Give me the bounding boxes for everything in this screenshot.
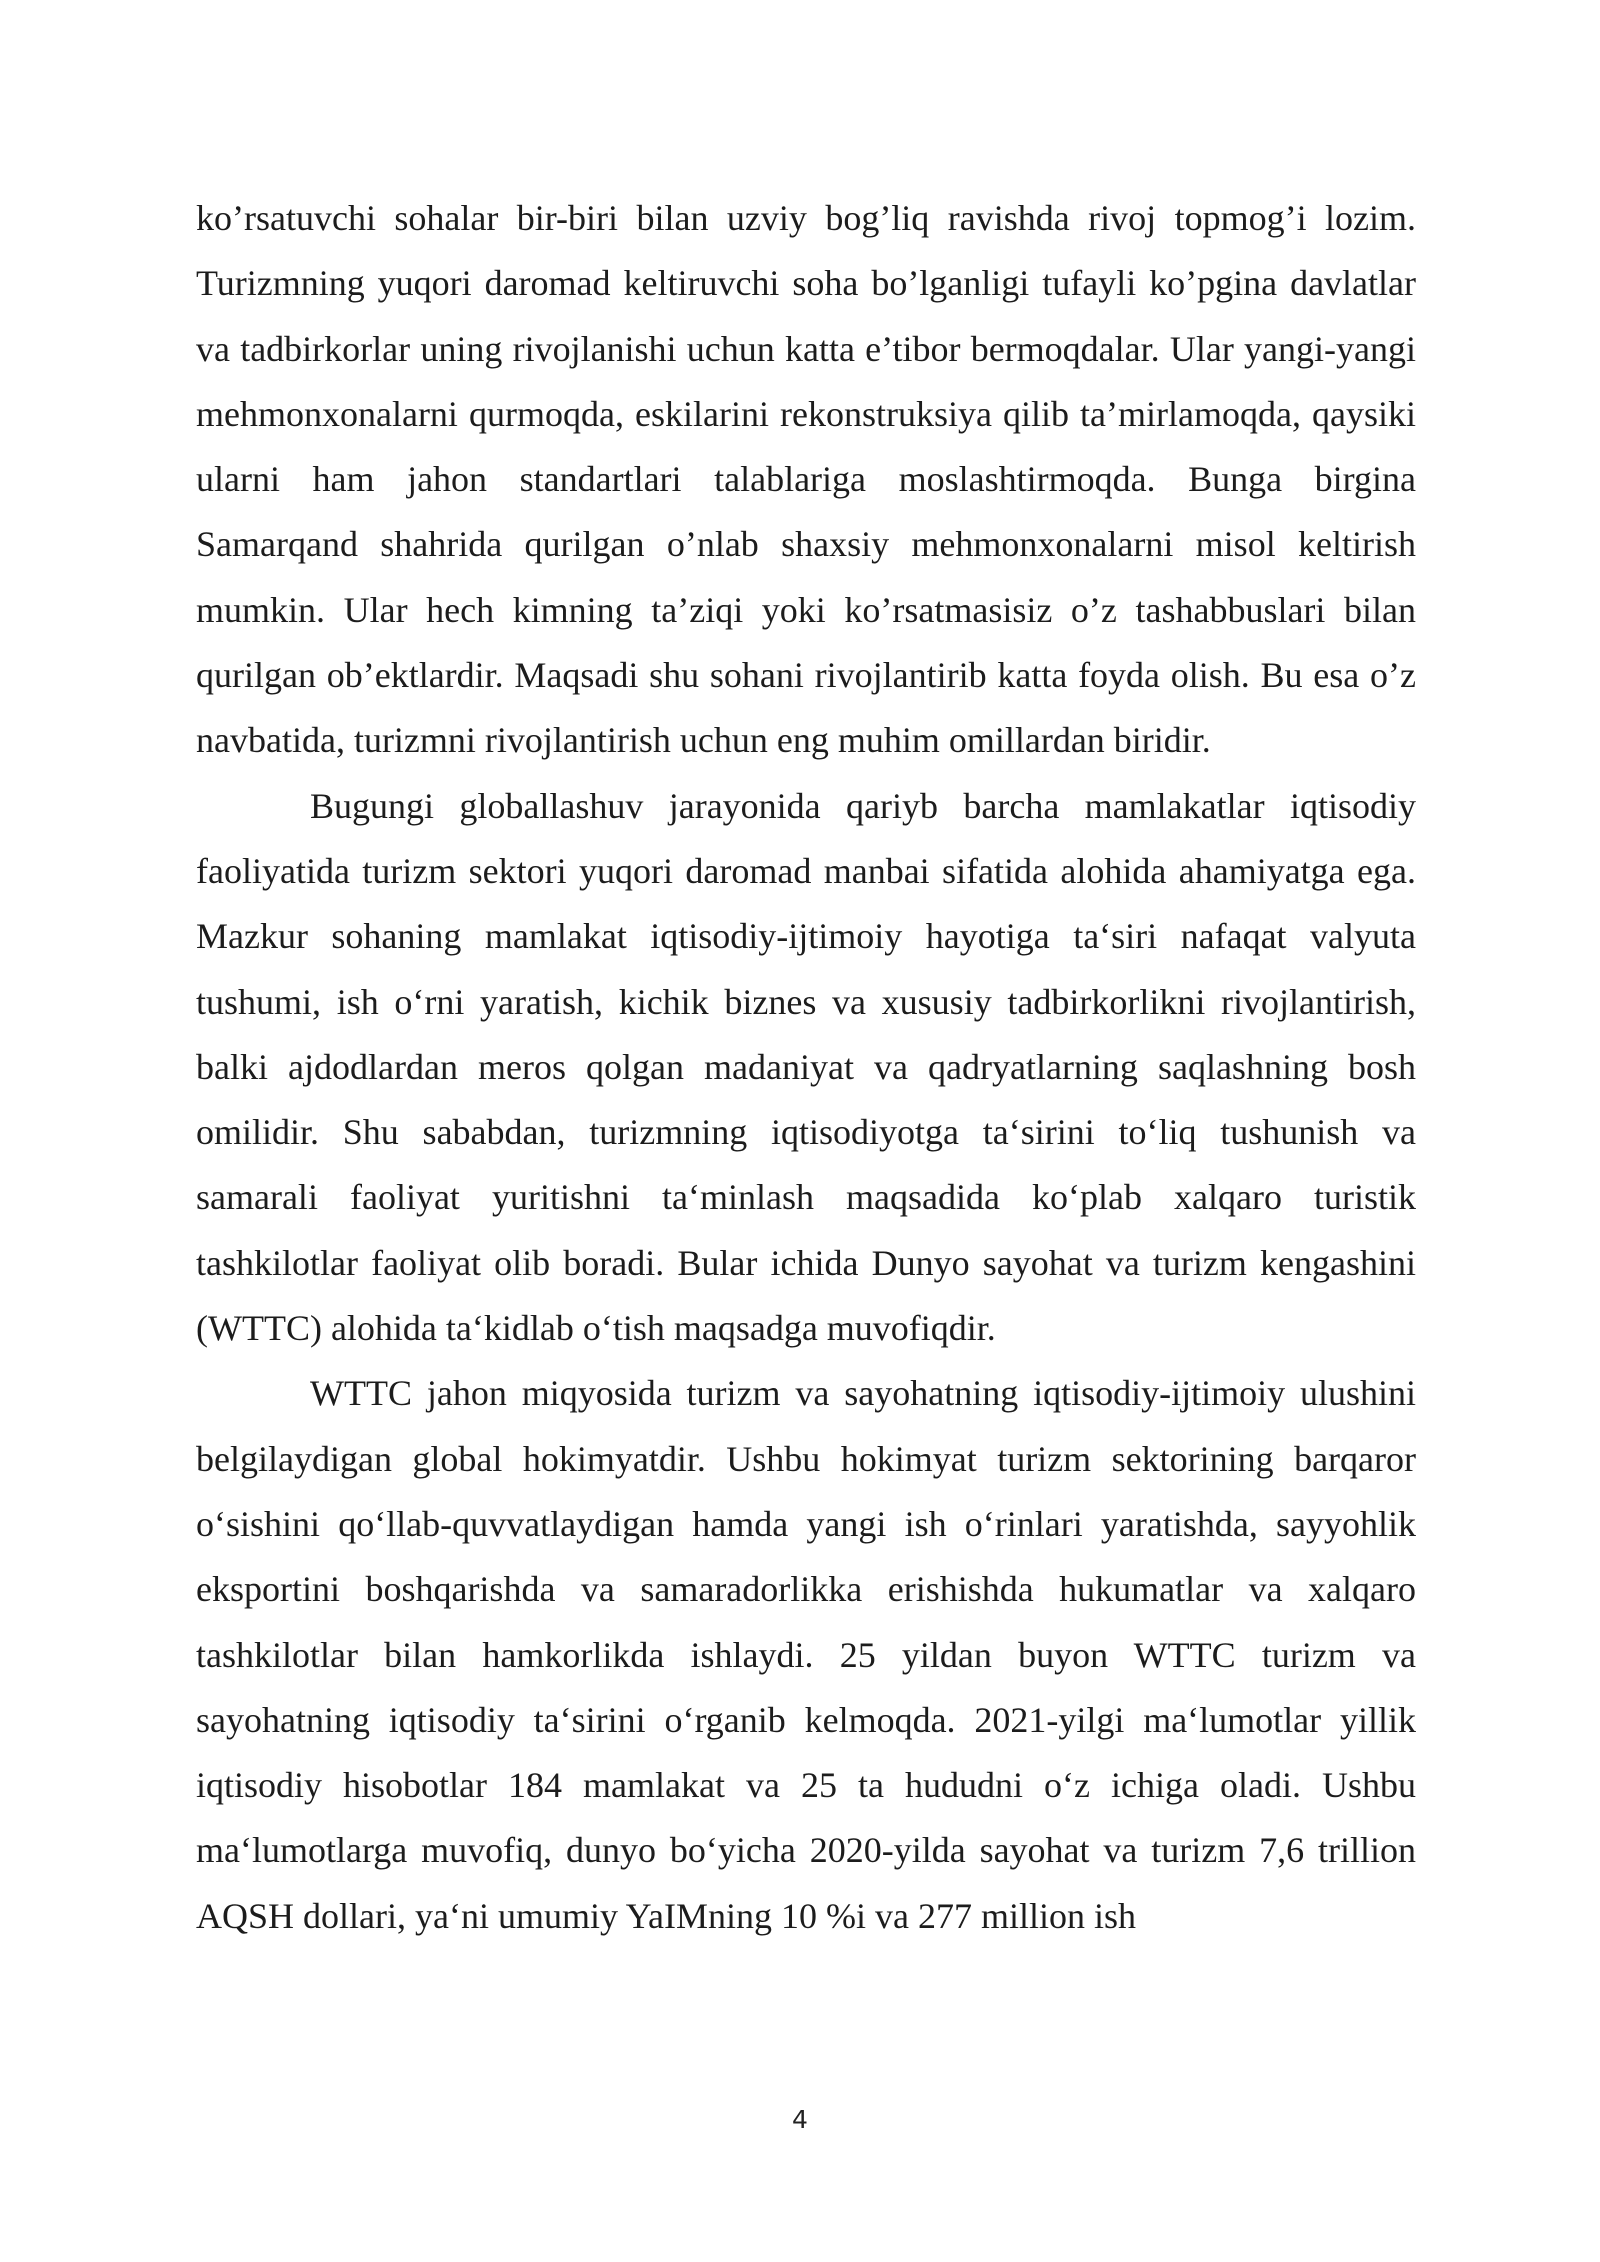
paragraph-continued: ko’rsatuvchi sohalar bir-biri bilan uzviy bog’liq ravishda rivoj topmog’i lozim. Turizmning yuqori daromad keltiruvchi soha bo’lganligi tufayli ko’pgina davlatlar va tadbirkorlar uning rivojlanishi uchun katta e’tibor bermoqdalar. Ular yangi-yangi mehmonxonalarni qurmoqda, eskilarini rekonstruksiya qilib ta’mirlamoqda, qaysiki ularni ham jahon standartlari talablariga moslashtirmoqda. Bunga birgina Samarqand shahrida qurilgan o’nlab shaxsiy mehmonxonalarni misol keltirish mumkin. Ular hech kimning ta’ziqi yoki ko’rsatmasisiz o’z tashabbuslari bilan qurilgan ob’ektlardir. Maqsadi shu sohani rivojlantirib katta foyda olish. Bu esa o’z navbatida, turizmni rivojlantirish uchun eng muhim omillardan biridir. — [196, 198, 1416, 761]
page-number: 4 — [792, 2105, 808, 2134]
paragraph-wttc: WTTC jahon miqyosida turizm va sayohatning iqtisodiy-ijtimoiy ulushini belgilaydigan global hokimyatdir. Ushbu hokimyat turizm sektorining barqaror o‘sishini qo‘llab-quvvatlaydigan hamda yangi ish o‘rinlari yaratishda, sayyohlik eksportini boshqarishda va samaradorlikka erishishda hukumatlar va xalqaro tashkilotlar bilan hamkorlikda ishlaydi. 25 yildan buyon WTTC turizm va sayohatning iqtisodiy ta‘sirini o‘rganib kelmoqda. 2021-yilgi ma‘lumotlar yillik iqtisodiy hisobotlar 184 mamlakat va 25 ta hududni o‘z ichiga oladi. Ushbu ma‘lumotlarga muvofiq, dunyo bo‘yicha 2020-yilda sayohat va turizm 7,6 trillion AQSH dollari, ya‘ni umumiy YaIMning 10 %i va 277 million ish — [196, 1373, 1416, 1936]
paragraph-globalization: Bugungi globallashuv jarayonida qariyb barcha mamlakatlar iqtisodiy faoliyatida turizm sektori yuqori daromad manbai sifatida alohida ahamiyatga ega. Mazkur sohaning mamlakat iqtisodiy-ijtimoiy hayotiga ta‘siri nafaqat valyuta tushumi, ish o‘rni yaratish, kichik biznes va xususiy tadbirkorlikni rivojlantirish, balki ajdodlardan meros qolgan madaniyat va qadryatlarning saqlashning bosh omilidir. Shu sababdan, turizmning iqtisodiyotga ta‘sirini to‘liq tushunish va samarali faoliyat yuritishni ta‘minlash maqsadida ko‘plab xalqaro turistik tashkilotlar faoliyat olib boradi. Bular ichida Dunyo sayohat va turizm kengashini (WTTC) alohida ta‘kidlab o‘tish maqsadga muvofiqdir. — [196, 785, 1416, 1349]
body-text — [196, 186, 1416, 1949]
